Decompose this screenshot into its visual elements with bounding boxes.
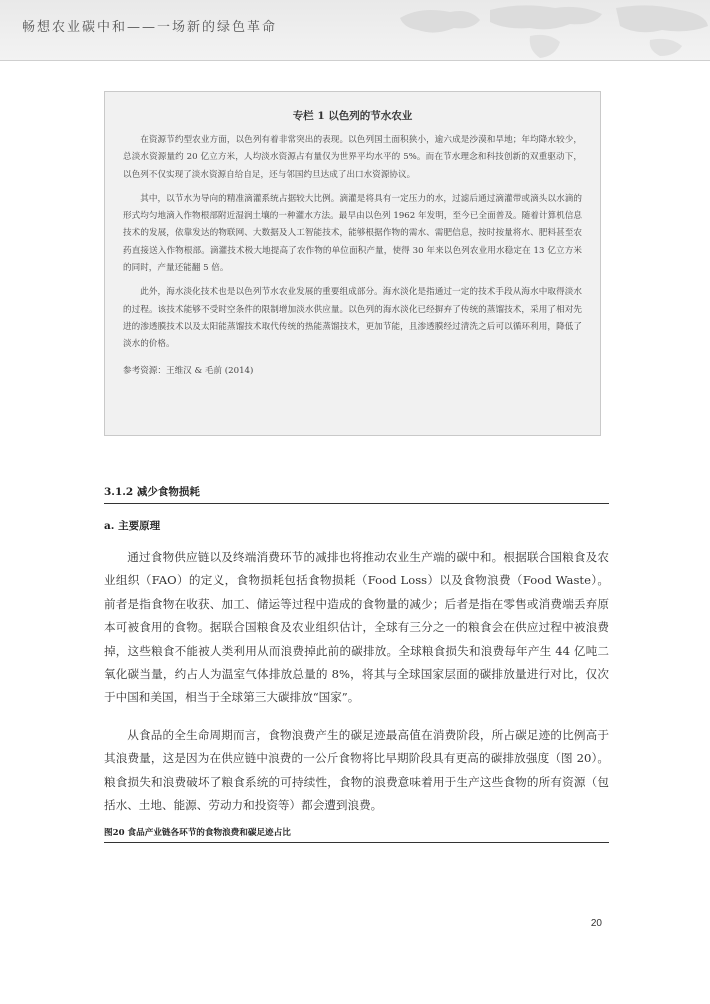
world-map-watermark <box>380 0 710 60</box>
page-header <box>0 0 710 61</box>
box-paragraph: 其中，以节水为导向的精准滴灌系统占据较大比例。滴灌是将具有一定压力的水，过滤后通过滴灌带或滴头以水滴的形式均匀地滴入作物根部附近湿润土壤的一种灌水方法。最早由以色列 1962 年发明，至今已全面普及。随着计算机信息技术的发展，依靠发达的物联网、大数据及人工智能技术，能够根据作物的需水、需肥信息，按时按量将水、肥料甚至农药直接送入作物根部。滴灌技术极大地提高了农作物的单位面积产量，使得 30 年来以色列农业用水稳定在 13 亿立方米的同时，产量还能翻 5 倍。 <box>123 193 582 274</box>
subsection-title: a. 主要原理 <box>104 520 161 532</box>
section-title: 3.1.2 减少食物损耗 <box>104 484 609 504</box>
box-paragraph: 在资源节约型农业方面，以色列有着非常突出的表现。以色列国土面积狭小，逾六成是沙漠和旱地；年均降水较少，总淡水资源量约 20 亿立方米，人均淡水资源占有量仅为世界平均水平的 5%。而在节水理念和科技创新的双重驱动下，以色列不仅实现了淡水资源自给自足，还与邻国约旦达成了出口水资源协议。 <box>123 135 582 180</box>
header-title: 畅想农业碳中和——一场新的绿色革命 <box>22 20 278 35</box>
page-number: 20 <box>590 918 602 929</box>
box-title: 专栏 1 以色列的节水农业 <box>292 110 413 122</box>
box-paragraph: 此外，海水淡化技术也是以色列节水农业发展的重要组成部分。海水淡化是指通过一定的技术手段从海水中取得淡水的过程。该技术能够不受时空条件的限制增加淡水供应量。以色列的海水淡化已经摒弃了传统的蒸馏技术，采用了相对先进的渗透膜技术以及太阳能蒸馏技术取代传统的热能蒸馏技术，更加节能，且渗透膜经过清洗之后可以循环利用，降低了淡水的价格。 <box>123 287 582 350</box>
body-paragraph: 通过食物供应链以及终端消费环节的减排也将推动农业生产端的碳中和。根据联合国粮食及农业组织（FAO）的定义，食物损耗包括食物损耗（Food Loss）以及食物浪费（Food Waste）。前者是指食物在收获、加工、储运等过程中造成的食物量的减少；后者是指在零售或消费端丢弃原本可被食用的食物。据联合国粮食及农业组织估计，全球有三分之一的粮食会在供应过程中被浪费掉，这些粮食不能被人类利用从而浪费掉此前的碳排放。全球粮食损失和浪费每年产生 44 亿吨二氧化碳当量，约占人为温室气体排放总量的 8%，将其与全球国家层面的碳排放量进行对比，仅次于中国和美国，相当于全球第三大碳排放“国家”。 <box>104 550 609 705</box>
body-paragraph: 从食品的全生命周期而言，食物浪费产生的碳足迹最高值在消费阶段，所占碳足迹的比例高于其浪费量，这是因为在供应链中浪费的一公斤食物将比早期阶段具有更高的碳排放强度（图 20）。粮食损失和浪费破坏了粮食系统的可持续性，食物的浪费意味着用于生产这些食物的所有资源（包括水、土地、能源、劳动力和投资等）都会遭到浪费。 <box>104 728 609 813</box>
box-reference: 参考资源：王维汉 & 毛前 (2014) <box>123 365 254 376</box>
sidebar-box <box>104 91 601 436</box>
figure-caption: 图20 食品产业链各环节的食物浪费和碳足迹占比 <box>104 826 609 843</box>
